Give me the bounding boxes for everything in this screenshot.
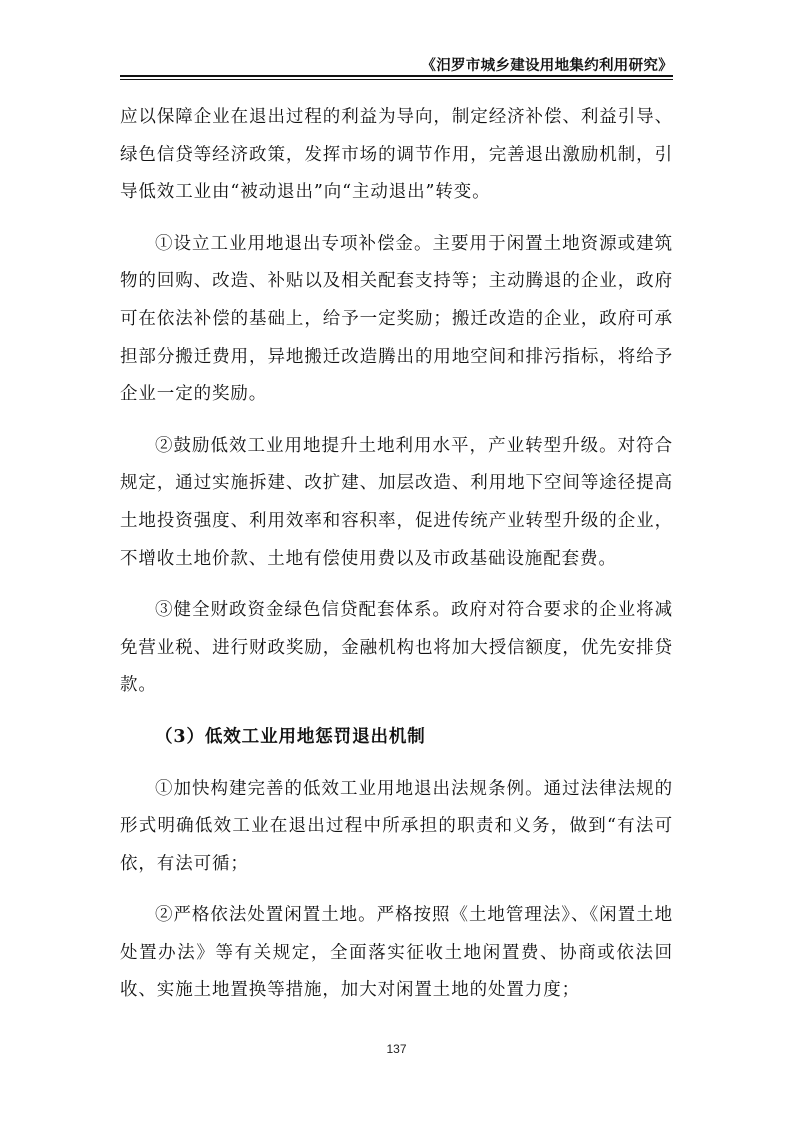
header-rule-thick — [120, 75, 673, 77]
page-number: 137 — [386, 1042, 407, 1056]
paragraph-penalty-1: ①加快构建完善的低效工业用地退出法规条例。通过法律法规的形式明确低效工业在退出过程中所承担的职责和义务，做到“有法可依，有法可循； — [120, 778, 673, 874]
paragraph-item-3: ③健全财政资金绿色信贷配套体系。政府对符合要求的企业将减免营业税、进行财政奖励，金融机构也将加大授信额度，优先安排贷款。 — [120, 600, 673, 696]
paragraph-item-2: ②鼓励低效工业用地提升土地利用水平，产业转型升级。对符合规定，通过实施拆建、改扩建、加层改造、利用地下空间等途径提高土地投资强度、利用效率和容积率，促进传统产业转型升级的企业，不增收土地价款、土地有偿使用费以及市政基础设施配套费。 — [120, 435, 673, 569]
paragraph-penalty-2: ②严格依法处置闲置土地。严格按照《土地管理法》、《闲置土地处置办法》等有关规定，全面落实征收土地闲置费、协商或依法回收、实施土地置换等措施，加大对闲置土地的处置力度； — [120, 905, 673, 1001]
running-header-title: 《汨罗市城乡建设用地集约利用研究》 — [421, 57, 673, 74]
header-rule-thin — [120, 79, 673, 80]
page-body — [120, 99, 673, 1024]
section-heading: （3）低效工业用地惩罚退出机制 — [155, 726, 426, 747]
paragraph-item-1: ①设立工业用地退出专项补偿金。主要用于闲置土地资源或建筑物的回购、改造、补贴以及相关配套支持等；主动腾退的企业，政府可在依法补偿的基础上，给予一定奖励；搬迁改造的企业，政府可承担部分搬迁费用，异地搬迁改造腾出的用地空间和排污指标，将给予企业一定的奖励。 — [120, 233, 673, 405]
paragraph-intro: 应以保障企业在退出过程的利益为导向，制定经济补偿、利益引导、绿色信贷等经济政策，发挥市场的调节作用，完善退出激励机制，引导低效工业由“被动退出”向“主动退出”转变。 — [120, 107, 673, 203]
